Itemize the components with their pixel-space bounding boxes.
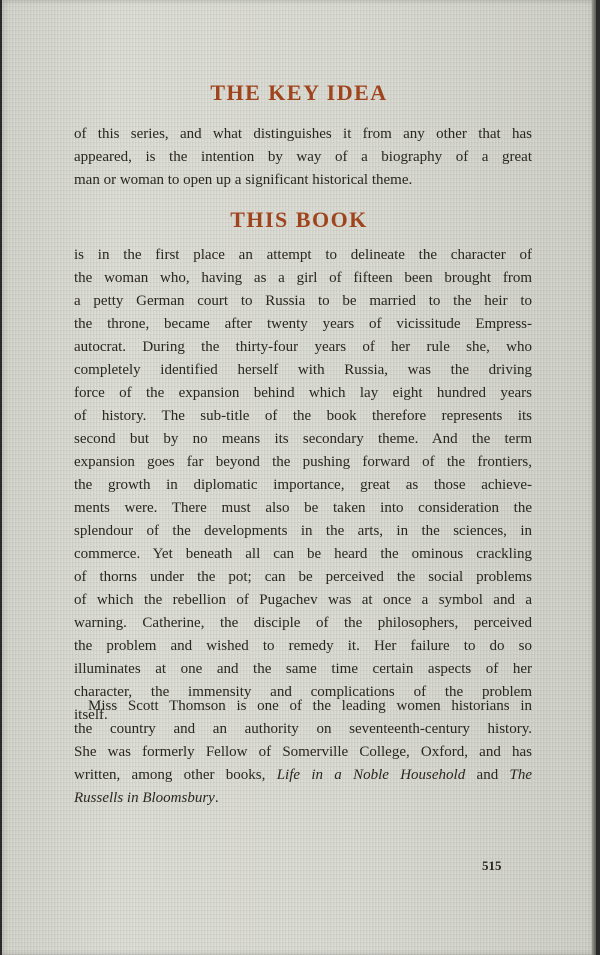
text-line: the growth in diplomatic importance, great as those achieve- <box>74 477 532 493</box>
text-line <box>74 764 532 787</box>
text-line: appeared, is the intention by way of a biography of a great <box>74 149 532 165</box>
text-line: man or woman to open up a significant historical theme. <box>74 172 413 188</box>
text-line: of which the rebellion of Pugachev was at once a symbol and a <box>74 592 532 608</box>
intro-paragraph <box>74 123 532 192</box>
text-line: is in the first place an attempt to delineate the character of <box>74 247 532 263</box>
text-line: ments were. There must also be taken into consideration the <box>74 500 532 516</box>
text-line: warning. Catherine, the disciple of the philosophers, perceived <box>74 615 532 631</box>
book-description-paragraph <box>74 244 532 727</box>
text-fragment: and <box>465 767 510 783</box>
text-line: of this series, and what distinguishes it from any other that has <box>74 126 532 142</box>
page-number: 515 <box>482 858 502 873</box>
book-title-the: The <box>509 767 532 783</box>
text-line: a petty German court to Russia to be married to the heir to <box>74 293 532 309</box>
text-line: itself. <box>74 707 108 723</box>
text-line <box>74 787 532 810</box>
text-line: the woman who, having as a girl of fifteen been brought from <box>74 270 532 286</box>
text-line: force of the expansion behind which lay eight hundred years <box>74 385 532 401</box>
text-line: of history. The sub-title of the book therefore represents its <box>74 408 532 424</box>
text-fragment: written, among other books, <box>74 767 277 783</box>
text-line: She was formerly Fellow of Somerville College, Oxford, and has <box>74 744 532 760</box>
text-line: the problem and wished to remedy it. Her failure to do so <box>74 638 532 654</box>
heading-this-book: THIS BOOK <box>230 207 368 232</box>
text-line: Miss Scott Thomson is one of the leading women historians in <box>88 698 532 714</box>
text-line: autocrat. During the thirty-four years of her rule she, who <box>74 339 532 355</box>
text-fragment: . <box>214 790 219 806</box>
text-line: the throne, became after twenty years of vicissitude Empress- <box>74 316 532 332</box>
book-title-life-in-a-noble-household: Life in a Noble Household <box>276 767 466 783</box>
text-line: commerce. Yet beneath all can be heard the ominous crackling <box>74 546 532 562</box>
author-bio-paragraph <box>74 695 532 810</box>
text-line: completely identified herself with Russia, was the driving <box>74 362 532 378</box>
jacket-edge <box>592 0 596 955</box>
text-line: the country and an authority on seventeenth-century history. <box>74 721 532 737</box>
text-line: second but by no means its secondary theme. And the term <box>74 431 532 447</box>
heading-key-idea: THE KEY IDEA <box>210 80 388 105</box>
text-line: expansion goes far beyond the pushing forward of the frontiers, <box>74 454 532 470</box>
text-line: character, the immensity and complications of the problem <box>74 684 532 700</box>
text-line: of thorns under the pot; can be perceived the social problems <box>74 569 532 585</box>
text-line: splendour of the developments in the arts, in the sciences, in <box>74 523 532 539</box>
book-jacket-back <box>2 0 596 955</box>
text-line: illuminates at one and the same time certain aspects of her <box>74 661 532 677</box>
book-title-russells-in-bloomsbury: Russells in Bloomsbury <box>74 790 215 806</box>
